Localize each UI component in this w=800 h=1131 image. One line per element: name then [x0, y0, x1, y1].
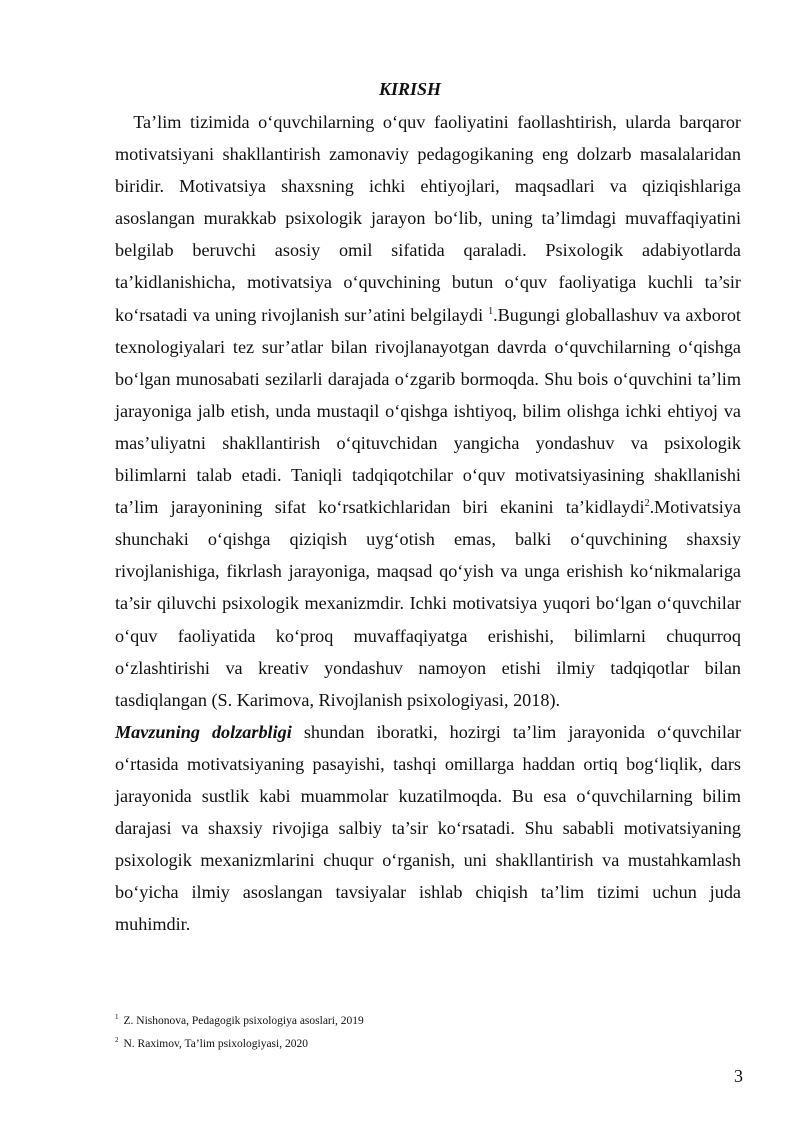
section-heading: KIRISH [378, 79, 442, 99]
footnote-1 [115, 1014, 741, 1028]
body-text [115, 106, 741, 940]
footnote-text: Z. Nishonova, Pedagogik psixologiya asoslari, 2019 [123, 1015, 364, 1027]
footnote-marker: 2 [115, 1036, 119, 1045]
paragraph-text: .Motivatsiya shunchaki o‘qishga qiziqish uyg‘otish emas, balki o‘quvchining shaxsiy rivojlanishiga, fikrlash jarayoniga, maqsad qo‘yish va unga erishish ko‘nikmalariga ta’sir qiluvchi psixologik mexanizmdir. Ichki motivatsiya yuqori bo‘lgan o‘quvchilar o‘quv faoliyatida ko‘proq muvaffaqiyatga erishishi, bilimlarni chuqurroq o‘zlashtirishi va kreativ yondashuv namoyon etishi ilmiy tadqiqotlar bilan tasdiqlangan (S. Karimova, Rivojlanish psixologiyasi, 2018). [115, 497, 741, 710]
footnote-reference-1[interactable]: 1 [488, 305, 494, 317]
paragraph-text: .Bugungi globallashuv va axborot texnologiyalari tez sur’atlar bilan rivojlanayotgan davrda o‘quvchilarning o‘qishga bo‘lgan munosabati sezilarli darajada o‘zgarib bormoqda. Shu bois o‘quvchini ta’lim jarayoniga jalb etish, unda mustaqil o‘qishga ishtiyoq, bilim olishga ichki ehtiyoj va mas’uliyatni shakllantirish o‘qituvchidan yangicha yondashuv va psixologik bilimlarni talab etadi. Taniqli tadqiqotchilar o‘quv motivatsiyasining shakllanishi ta’lim jarayonining sifat ko‘rsatkichlaridan biri ekanini ta’kidlaydi [115, 304, 741, 518]
relevance-lead-phrase: Mavzuning dolzarbligi [115, 721, 292, 742]
footnote-2 [115, 1037, 741, 1051]
page-number: 3 [734, 1066, 743, 1086]
footnote-reference-2[interactable]: 2 [644, 498, 650, 510]
footnote-text: N. Raximov, Ta’lim psixologiyasi, 2020 [123, 1038, 308, 1050]
paragraph-relevance [115, 716, 741, 941]
paragraph-text: shundan iboratki, hozirgi ta’lim jarayonida o‘quvchilar o‘rtasida motivatsiyaning pasayishi, tashqi omillarga haddan ortiq bog‘liqlik, dars jarayonida sustlik kabi muammolar kuzatilmoqda. Bu esa o‘quvchilarning bilim darajasi va shaxsiy rivojiga salbiy ta’sir ko‘rsatadi. Shu sababli motivatsiyaning psixologik mexanizmlarini chuqur o‘rganish, uni shakllantirish va mustahkamlash bo‘yicha ilmiy asoslangan tavsiyalar ishlab chiqish ta’lim tizimi uchun juda muhimdir. [115, 721, 741, 935]
footnote-marker: 1 [115, 1013, 119, 1022]
footnotes [115, 1014, 741, 1060]
paragraph-introduction [115, 106, 741, 716]
paragraph-text: Ta’lim tizimida o‘quvchilarning o‘quv faoliyatini faollashtirish, ularda barqaror motivatsiyani shakllantirish zamonaviy pedagogikaning eng dolzarb masalalaridan biridir. Motivatsiya shaxsning ichki ehtiyojlari, maqsadlari va qiziqishlariga asoslangan murakkab psixologik jarayon bo‘lib, uning ta’limdagi muvaffaqiyatini belgilab beruvchi asosiy omil sifatida qaraladi. Psixologik adabiyotlarda ta’kidlanishicha, motivatsiya o‘quvchining butun o‘quv faoliyatiga kuchli ta’sir ko‘rsatadi va uning rivojlanish sur’atini belgilaydi [115, 112, 741, 325]
